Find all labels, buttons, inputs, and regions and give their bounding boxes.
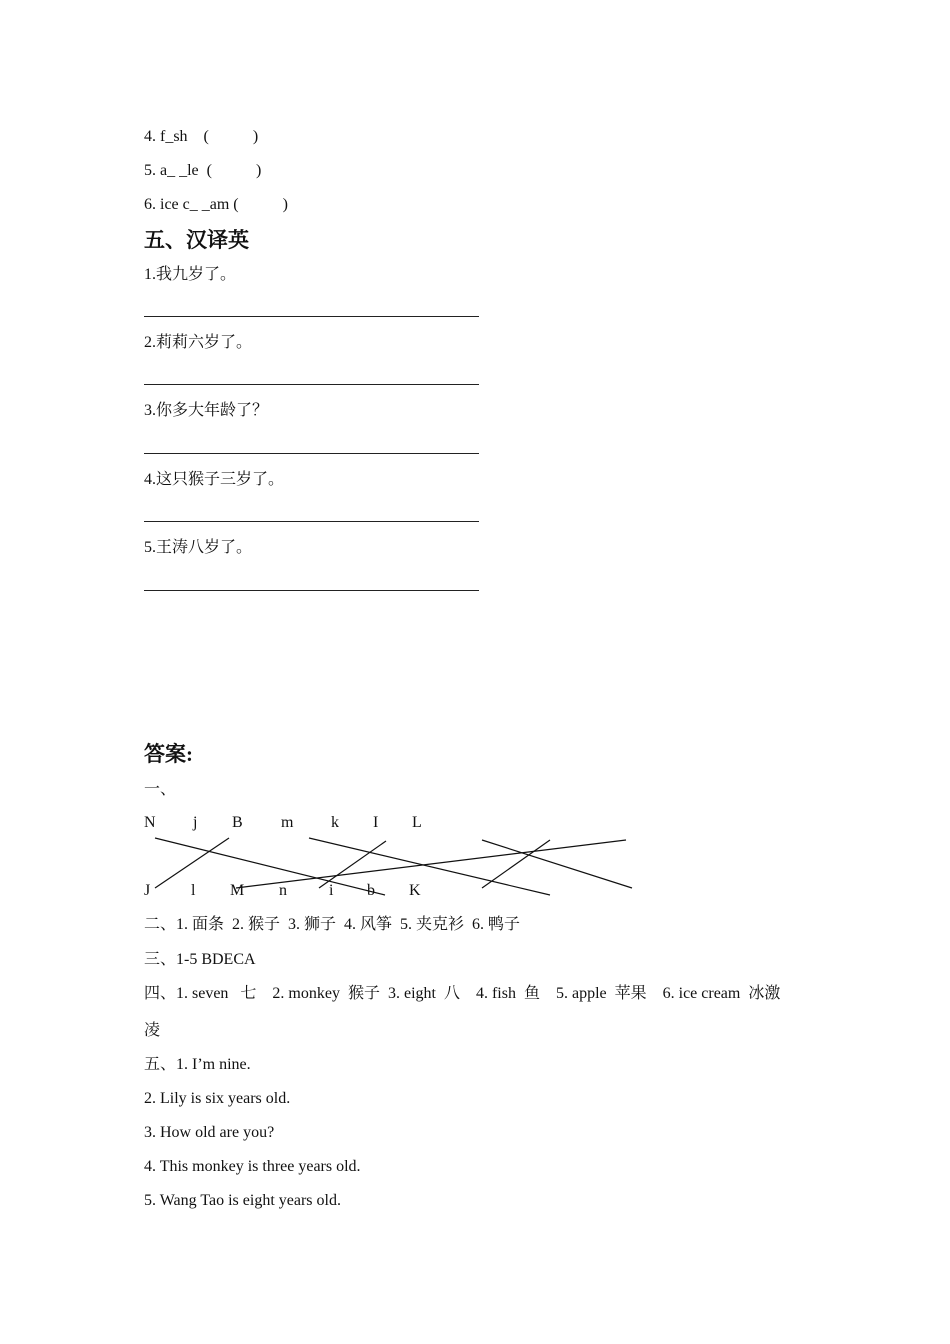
bottom-letter-6: b bbox=[367, 882, 375, 899]
match-line-B bbox=[309, 838, 550, 895]
bottom-letter-1: J bbox=[144, 882, 151, 899]
match-line-k bbox=[482, 840, 632, 888]
answers-part2: 二、1. 面条 2. 猴子 3. 狮子 4. 风筝 5. 夹克衫 6. 鸭子 bbox=[144, 916, 521, 933]
answers-part5-3: 3. How old are you? bbox=[144, 1124, 275, 1141]
match-line-I bbox=[482, 840, 550, 888]
answers-title: 答案: bbox=[144, 742, 193, 766]
answers-part1-label: 一、 bbox=[144, 781, 177, 798]
translate-item-2: 2.莉莉六岁了。 bbox=[144, 334, 253, 351]
top-letter-6: I bbox=[373, 814, 379, 831]
bottom-letter-7: K bbox=[409, 882, 421, 899]
answers-part5-1: 五、1. I’m nine. bbox=[144, 1056, 251, 1073]
bottom-letter-5: i bbox=[329, 882, 334, 899]
top-letter-4: m bbox=[281, 814, 294, 831]
top-letter-3: B bbox=[232, 814, 243, 831]
top-letter-7: L bbox=[412, 814, 422, 831]
match-line-L bbox=[236, 840, 626, 888]
translate-item-3: 3.你多大年龄了？ bbox=[144, 402, 269, 419]
question-4-6: 6. ice c_ _am ( ) bbox=[144, 196, 288, 213]
top-letter-5: k bbox=[331, 814, 339, 831]
bottom-letter-4: n bbox=[279, 882, 287, 899]
answers-part5-5: 5. Wang Tao is eight years old. bbox=[144, 1192, 341, 1209]
answers-part5-2: 2. Lily is six years old. bbox=[144, 1090, 291, 1107]
answers-part4-line2: 凌 bbox=[144, 1022, 161, 1039]
answers-part5-4: 4. This monkey is three years old. bbox=[144, 1158, 361, 1175]
bottom-letter-2: l bbox=[191, 882, 196, 899]
bottom-letter-3: M bbox=[230, 882, 245, 899]
translate-item-5: 5.王涛八岁了。 bbox=[144, 539, 253, 556]
question-4-5: 5. a_ _le ( ) bbox=[144, 162, 262, 179]
answers-part4-line1: 四、1. seven 七 2. monkey 猴子 3. eight 八 4. fish 鱼 5. apple 苹果 6. ice cream 冰激 bbox=[144, 985, 781, 1002]
top-letter-2: j bbox=[193, 814, 198, 831]
section-5-title: 五、汉译英 bbox=[144, 228, 249, 252]
question-4-4: 4. f_sh ( ) bbox=[144, 128, 259, 145]
translate-item-4: 4.这只猴子三岁了。 bbox=[144, 471, 285, 488]
translate-item-1: 1.我九岁了。 bbox=[144, 266, 237, 283]
top-letter-1: N bbox=[144, 814, 156, 831]
answers-part3: 三、1-5 BDECA bbox=[144, 951, 256, 968]
